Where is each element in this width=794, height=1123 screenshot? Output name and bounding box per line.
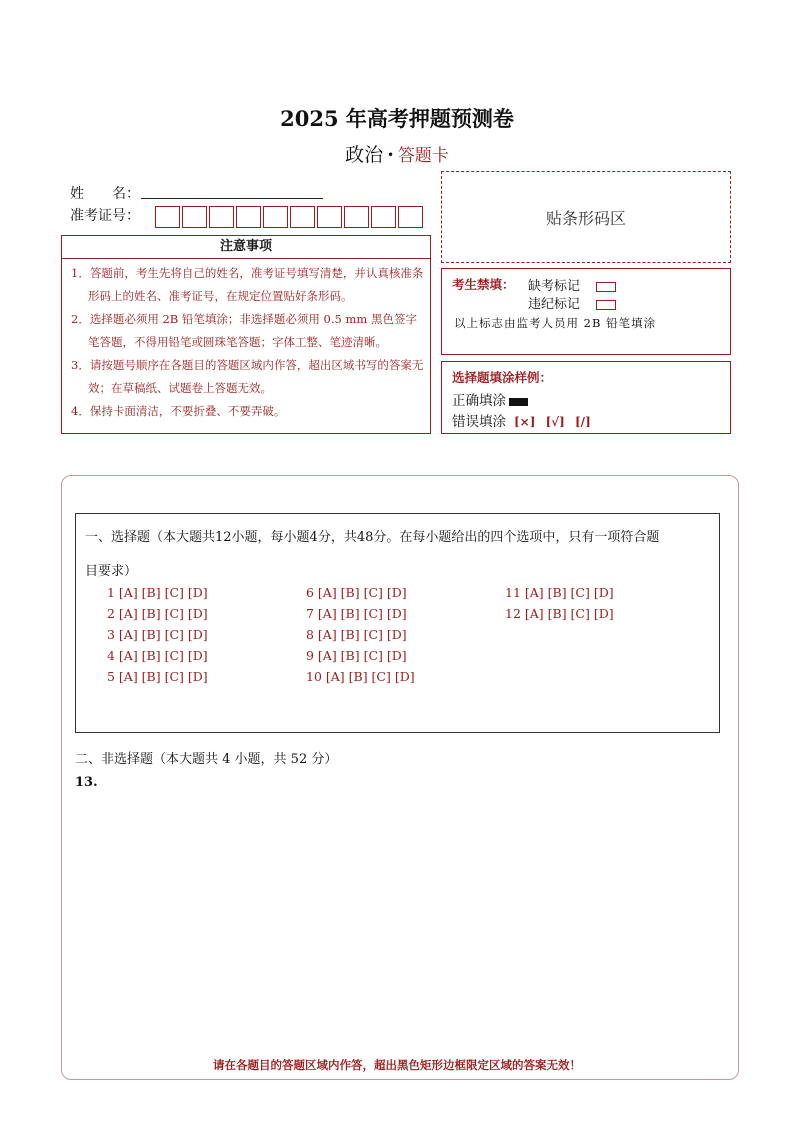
choice-question[interactable]: 3 [A] [B] [C] [D] xyxy=(107,627,208,642)
id-digit-box[interactable] xyxy=(398,206,423,228)
choice-question[interactable]: 6 [A] [B] [C] [D] xyxy=(306,585,407,600)
id-digit-box[interactable] xyxy=(344,206,369,228)
choice-question[interactable]: 2 [A] [B] [C] [D] xyxy=(107,606,208,621)
wrong-row xyxy=(452,410,591,430)
barcode-label: 贴条形码区 xyxy=(545,208,626,228)
proctor-note: 以上标志由监考人员用 2B 铅笔填涂 xyxy=(454,316,657,330)
choice-heading-cont: 目要求） xyxy=(85,564,138,579)
choice-section xyxy=(75,513,720,733)
name-field[interactable] xyxy=(141,197,323,199)
fill-sample-box xyxy=(441,361,731,434)
choice-question[interactable]: 8 [A] [B] [C] [D] xyxy=(306,627,407,642)
subtitle xyxy=(0,140,794,167)
violation-mark[interactable] xyxy=(596,300,616,310)
choice-question[interactable]: 1 [A] [B] [C] [D] xyxy=(107,585,208,600)
choice-question[interactable]: 10 [A] [B] [C] [D] xyxy=(306,669,415,684)
wrong-marks: [×] [√] [/] xyxy=(514,415,591,429)
separator-dot: · xyxy=(387,144,394,166)
correct-fill-mark xyxy=(509,398,528,406)
subject-label: 政治 xyxy=(345,144,384,166)
id-digit-box[interactable] xyxy=(209,206,234,228)
id-label: 准考证号： xyxy=(70,208,140,224)
page-title: 2025 年高考押题预测卷 xyxy=(280,106,514,131)
notice-item: 1．答题前，考生先将自己的姓名，准考证号填写清楚，并认真核准条形码上的姓名、准考证号，在规定位置贴好条形码。 xyxy=(71,266,424,303)
violation-label: 违纪标记 xyxy=(528,297,581,312)
barcode-area xyxy=(441,171,731,263)
choice-question[interactable]: 9 [A] [B] [C] [D] xyxy=(306,648,407,663)
violation-row xyxy=(528,293,616,312)
wrong-label: 错误填涂 xyxy=(452,414,506,430)
question-13-label: 13. xyxy=(75,775,98,790)
id-digit-box[interactable] xyxy=(236,206,261,228)
id-digit-box[interactable] xyxy=(290,206,315,228)
id-digit-box[interactable] xyxy=(155,206,180,228)
sample-heading: 选择题填涂样例： xyxy=(452,370,553,385)
absent-row xyxy=(528,275,616,294)
choice-heading: 一、选择题（本大题共12小题，每小题4分，共48分。在每小题给出的四个选项中，只有一项符合题 xyxy=(85,530,660,545)
footer-warning: 请在各题目的答题区域内作答，超出黑色矩形边框限定区域的答案无效！ xyxy=(213,1058,581,1072)
card-label: 答题卡 xyxy=(397,146,449,166)
correct-row xyxy=(452,389,528,409)
notice-item: 4．保持卡面清洁，不要折叠、不要弄破。 xyxy=(71,404,286,418)
notice-item: 2．选择题必须用 2B 铅笔填涂；非选择题必须用 0.5 mm 黑色签字笔答题，不得用铅笔或圆珠笔答题；字体工整、笔迹清晰。 xyxy=(71,312,417,349)
id-digit-box[interactable] xyxy=(182,206,207,228)
nonchoice-heading: 二、非选择题（本大题共 4 小题，共 52 分） xyxy=(75,752,338,767)
proctor-box xyxy=(441,268,731,355)
proctor-heading: 考生禁填： xyxy=(452,277,515,292)
choice-question[interactable]: 11 [A] [B] [C] [D] xyxy=(505,585,614,600)
id-digit-box[interactable] xyxy=(371,206,396,228)
id-digit-box[interactable] xyxy=(263,206,288,228)
choice-question[interactable]: 7 [A] [B] [C] [D] xyxy=(306,606,407,621)
id-boxes xyxy=(155,206,425,228)
correct-label: 正确填涂 xyxy=(452,393,506,409)
absent-label: 缺考标记 xyxy=(528,279,581,294)
choice-question[interactable]: 4 [A] [B] [C] [D] xyxy=(107,648,208,663)
notice-item: 3．请按题号顺序在各题目的答题区域内作答，超出区域书写的答案无效；在草稿纸、试题卷上答题无效。 xyxy=(71,358,424,395)
choice-question[interactable]: 12 [A] [B] [C] [D] xyxy=(505,606,614,621)
absent-mark[interactable] xyxy=(596,282,616,292)
choice-question[interactable]: 5 [A] [B] [C] [D] xyxy=(107,669,208,684)
notice-box xyxy=(61,259,431,434)
name-label: 姓 名： xyxy=(70,186,140,202)
id-digit-box[interactable] xyxy=(317,206,342,228)
notice-heading: 注意事项 xyxy=(61,235,431,259)
